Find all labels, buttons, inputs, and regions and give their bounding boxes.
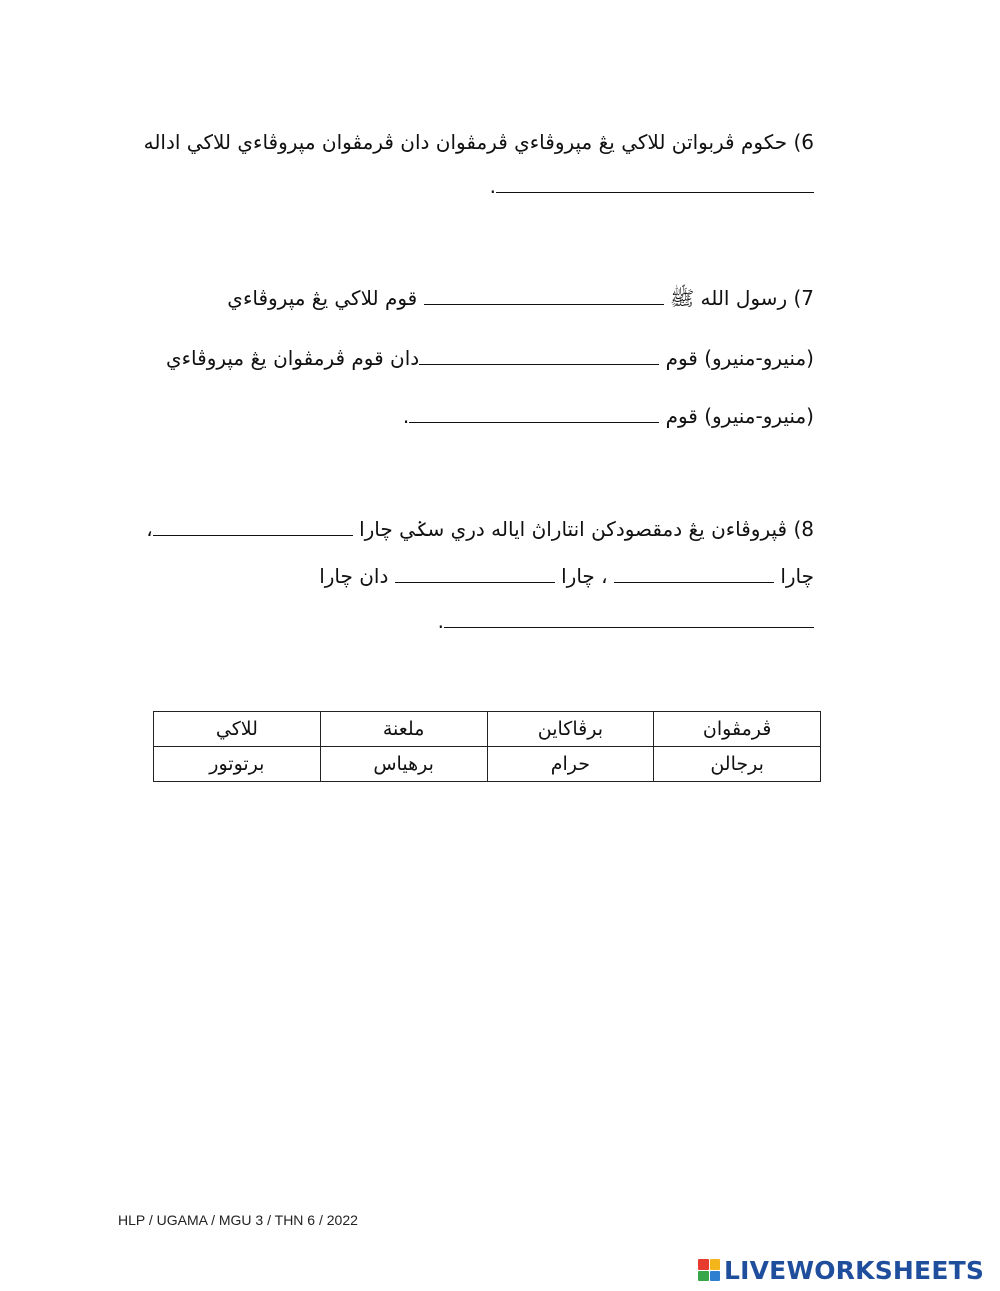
q7-line1 [227, 284, 814, 312]
q7-line1-start: 7) رسول الله ﷺ [669, 286, 814, 310]
table-cell: برهياس [320, 747, 487, 782]
mark-square [698, 1271, 709, 1282]
q8-line3 [438, 607, 814, 635]
q8-line1 [146, 515, 814, 543]
liveworksheets-wordmark: LIVEWORKSHEETS [724, 1255, 985, 1285]
word-bank-table [153, 711, 821, 782]
table-cell: ملعنة [320, 712, 487, 747]
mark-square [698, 1259, 709, 1270]
q8-answer-blank-3[interactable] [395, 562, 555, 583]
liveworksheets-mark-icon [698, 1259, 720, 1281]
q6-period: . [489, 174, 496, 198]
q7-answer-blank-2[interactable] [419, 344, 659, 365]
q8-word-chara-1: چارا [780, 564, 814, 588]
q6-text: 6) حکوم ڤربواتن للاکي يڠ مپروڤاءي ڤرمڤوان دان ڤرمڤوان مپروڤاءي للاکي اداله [143, 130, 814, 154]
table-cell: برڤاکاين [487, 712, 654, 747]
q8-word-chara-2: چارا [561, 564, 595, 588]
liveworksheets-logo [698, 1255, 984, 1285]
footer-code: HLP / UGAMA / MGU 3 / THN 6 / 2022 [118, 1212, 358, 1228]
q6-line1 [144, 128, 814, 156]
q6-line2 [490, 172, 814, 200]
q8-answer-blank-1[interactable] [153, 515, 353, 536]
q8-line2 [319, 562, 814, 590]
q7-line2-start: (منيرو-منيرو) قوم [665, 346, 814, 370]
q7-line2 [166, 344, 814, 372]
q7-line3-start: (منيرو-منيرو) قوم [665, 404, 814, 428]
q8-line1-start: 8) ڤپروڤاءن يڠ دمقصودکن انتاراڽ اياله دري سݢي چارا [359, 517, 814, 541]
table-cell: برجالن [654, 747, 821, 782]
q8-comma-1: ، [146, 517, 153, 541]
table-cell: للاکي [154, 712, 321, 747]
q8-comma-2: ، [601, 564, 608, 588]
table-cell: برتوتور [154, 747, 321, 782]
table-cell: حرام [487, 747, 654, 782]
q8-answer-blank-2[interactable] [614, 562, 774, 583]
q7-line3 [403, 402, 814, 430]
q7-line2-end: دان قوم ڤرمڤوان يڠ مپروڤاءي [165, 346, 420, 370]
q7-line1-end: قوم للاکي يڠ مپروڤاءي [227, 286, 418, 310]
q8-word-dan-chara: دان چارا [319, 564, 389, 588]
q8-period: . [437, 609, 444, 633]
q7-answer-blank-3[interactable] [409, 402, 659, 423]
table-cell: ڤرمڤوان [654, 712, 821, 747]
q7-answer-blank-1[interactable] [424, 284, 664, 305]
q8-answer-blank-4[interactable] [444, 607, 814, 628]
q6-answer-blank[interactable] [496, 172, 814, 193]
mark-square [710, 1271, 721, 1282]
q7-period: . [402, 404, 410, 428]
table-row [154, 712, 821, 747]
mark-square [710, 1259, 721, 1270]
table-row [154, 747, 821, 782]
